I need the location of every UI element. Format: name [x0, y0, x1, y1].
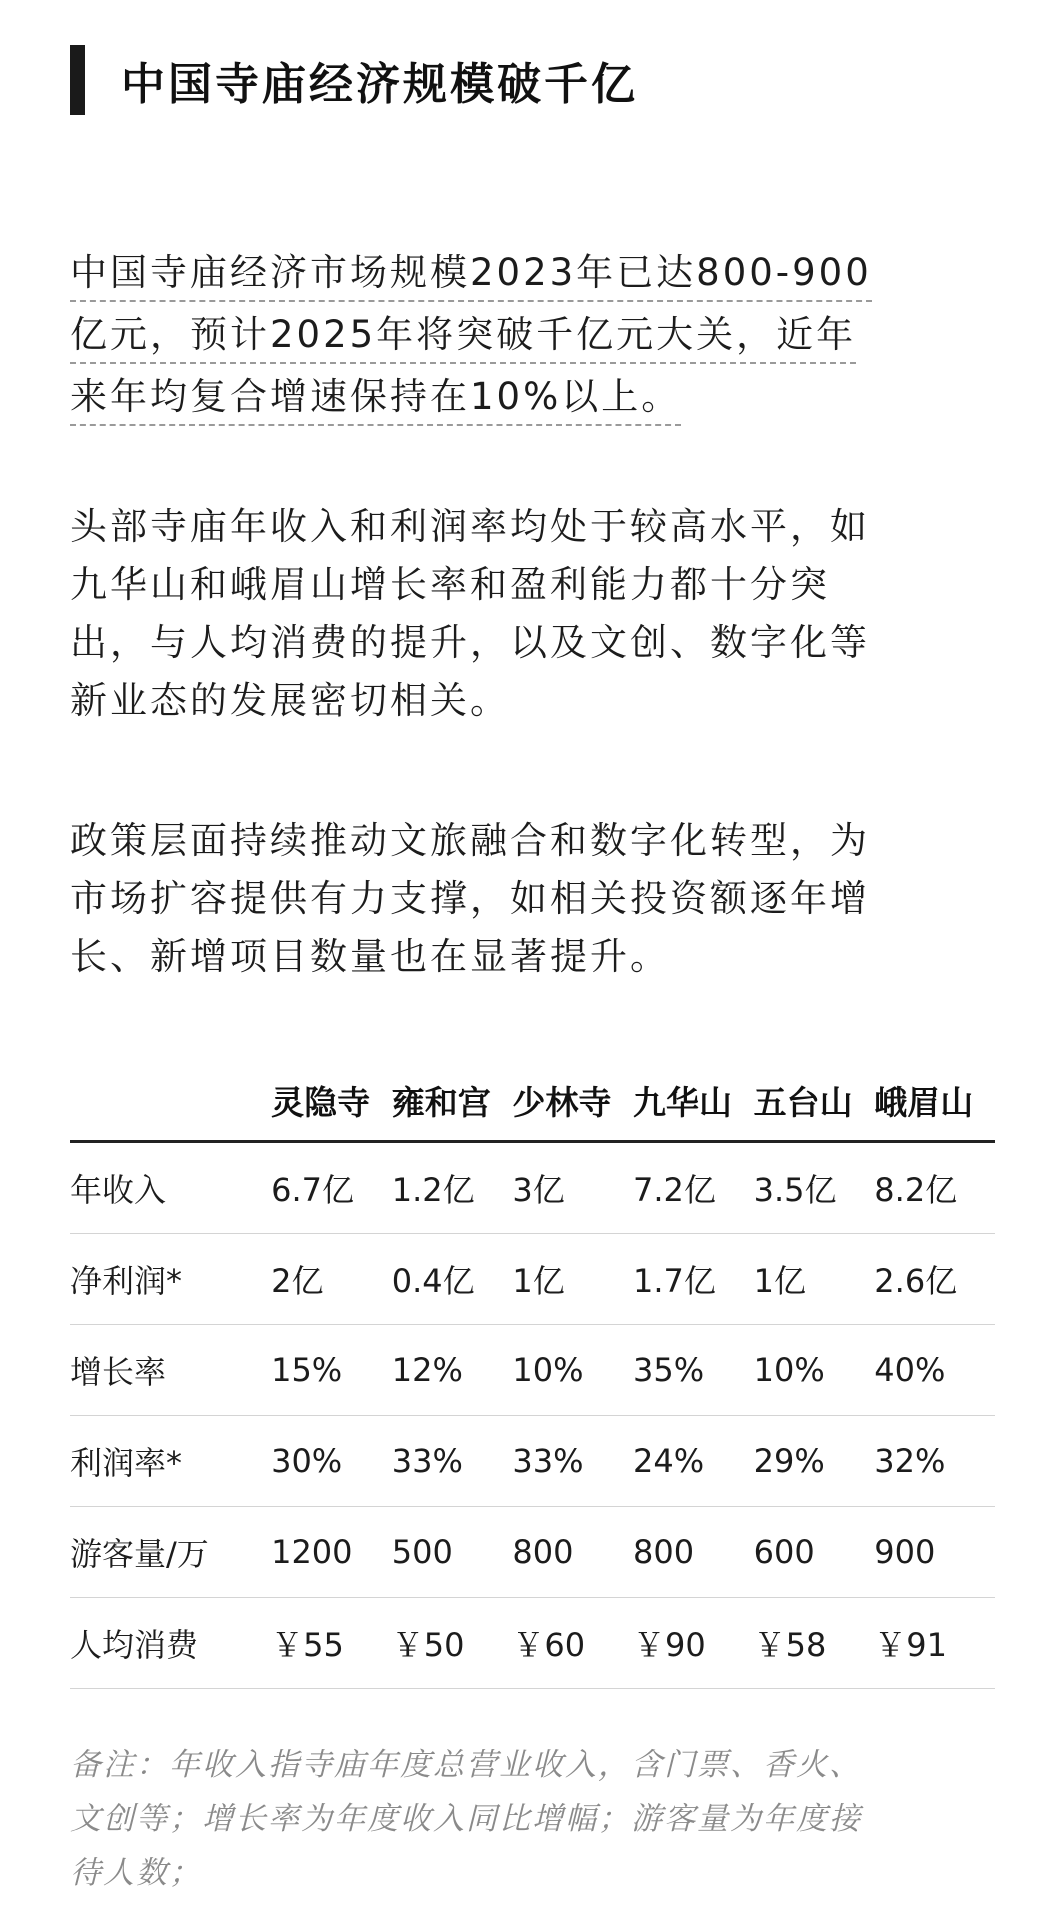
table-header-cell: 雍和宫 [392, 1060, 513, 1142]
temple-economics-table [70, 1060, 995, 1689]
title-accent-bar [70, 45, 85, 115]
table-cell: 1.7亿 [633, 1234, 754, 1325]
table-cell: 8.2亿 [874, 1142, 995, 1234]
row-label: 游客量/万 [70, 1507, 271, 1598]
paragraph-line: 头部寺庙年收入和利润率均处于较高水平，如 [70, 505, 870, 548]
table-cell: 32% [874, 1416, 995, 1507]
table-cell: 2亿 [271, 1234, 392, 1325]
table-cell: 29% [754, 1416, 875, 1507]
table-cell: 500 [392, 1507, 513, 1598]
paragraph-line: 来年均复合增速保持在10%以上。 [70, 370, 681, 426]
paragraph-market-size [70, 244, 1010, 430]
paragraph-policy [70, 812, 1010, 986]
table-cell: 1200 [271, 1507, 392, 1598]
table-row [70, 1325, 995, 1416]
table-cell: 10% [512, 1325, 633, 1416]
table-cell: 1.2亿 [392, 1142, 513, 1234]
table-cell: 2.6亿 [874, 1234, 995, 1325]
table-header-cell: 灵隐寺 [271, 1060, 392, 1142]
table-header-cell: 九华山 [633, 1060, 754, 1142]
table-cell: 600 [754, 1507, 875, 1598]
table-row [70, 1416, 995, 1507]
table-cell: 35% [633, 1325, 754, 1416]
table-cell: ￥58 [754, 1598, 875, 1689]
table-cell: 3亿 [512, 1142, 633, 1234]
table-cell: 30% [271, 1416, 392, 1507]
table-cell: 3.5亿 [754, 1142, 875, 1234]
table-row [70, 1142, 995, 1234]
paragraph-line: 新业态的发展密切相关。 [70, 679, 510, 722]
table-cell: 1亿 [512, 1234, 633, 1325]
table-cell: 900 [874, 1507, 995, 1598]
table-header-cell: 少林寺 [512, 1060, 633, 1142]
footnote-line: 备注：年收入指寺庙年度总营业收入，含门票、香火、 [70, 1747, 862, 1783]
table-header-corner [70, 1060, 271, 1142]
table-cell: ￥60 [512, 1598, 633, 1689]
table-row [70, 1234, 995, 1325]
paragraph-line: 九华山和峨眉山增长率和盈利能力都十分突 [70, 563, 830, 606]
table-cell: ￥50 [392, 1598, 513, 1689]
page-title: 中国寺庙经济规模破千亿 [121, 59, 638, 110]
table-cell: 0.4亿 [392, 1234, 513, 1325]
paragraph-top-temples [70, 498, 1010, 730]
table-cell: 12% [392, 1325, 513, 1416]
paragraph-line: 市场扩容提供有力支撑，如相关投资额逐年增 [70, 877, 870, 920]
table-cell: 33% [392, 1416, 513, 1507]
paragraph-line: 长、新增项目数量也在显著提升。 [70, 935, 670, 978]
table-header-cell: 峨眉山 [874, 1060, 995, 1142]
paragraph-line: 亿元，预计2025年将突破千亿元大关，近年 [70, 308, 856, 364]
row-label: 净利润* [70, 1234, 271, 1325]
row-label: 人均消费 [70, 1598, 271, 1689]
table-cell: 6.7亿 [271, 1142, 392, 1234]
paragraph-line: 政策层面持续推动文旅融合和数字化转型，为 [70, 819, 870, 862]
paragraph-line: 出，与人均消费的提升，以及文创、数字化等 [70, 621, 870, 664]
footnote-line: 待人数； [70, 1855, 202, 1891]
table-row [70, 1507, 995, 1598]
table-cell: 24% [633, 1416, 754, 1507]
title-block [70, 44, 638, 116]
table-row [70, 1598, 995, 1689]
table-cell: ￥55 [271, 1598, 392, 1689]
row-label: 增长率 [70, 1325, 271, 1416]
row-label: 年收入 [70, 1142, 271, 1234]
row-label: 利润率* [70, 1416, 271, 1507]
table-cell: 800 [512, 1507, 633, 1598]
paragraph-line: 中国寺庙经济市场规模2023年已达800-900 [70, 246, 872, 302]
table-cell: 40% [874, 1325, 995, 1416]
table-cell: 10% [754, 1325, 875, 1416]
table-header-cell: 五台山 [754, 1060, 875, 1142]
table-cell: 800 [633, 1507, 754, 1598]
table-header-row [70, 1060, 995, 1142]
footnote-line: 文创等；增长率为年度收入同比增幅；游客量为年度接 [70, 1801, 862, 1837]
table-cell: ￥91 [874, 1598, 995, 1689]
table-cell: ￥90 [633, 1598, 754, 1689]
footnote [70, 1738, 1000, 1900]
table-cell: 15% [271, 1325, 392, 1416]
table-cell: 33% [512, 1416, 633, 1507]
table-cell: 1亿 [754, 1234, 875, 1325]
table-cell: 7.2亿 [633, 1142, 754, 1234]
